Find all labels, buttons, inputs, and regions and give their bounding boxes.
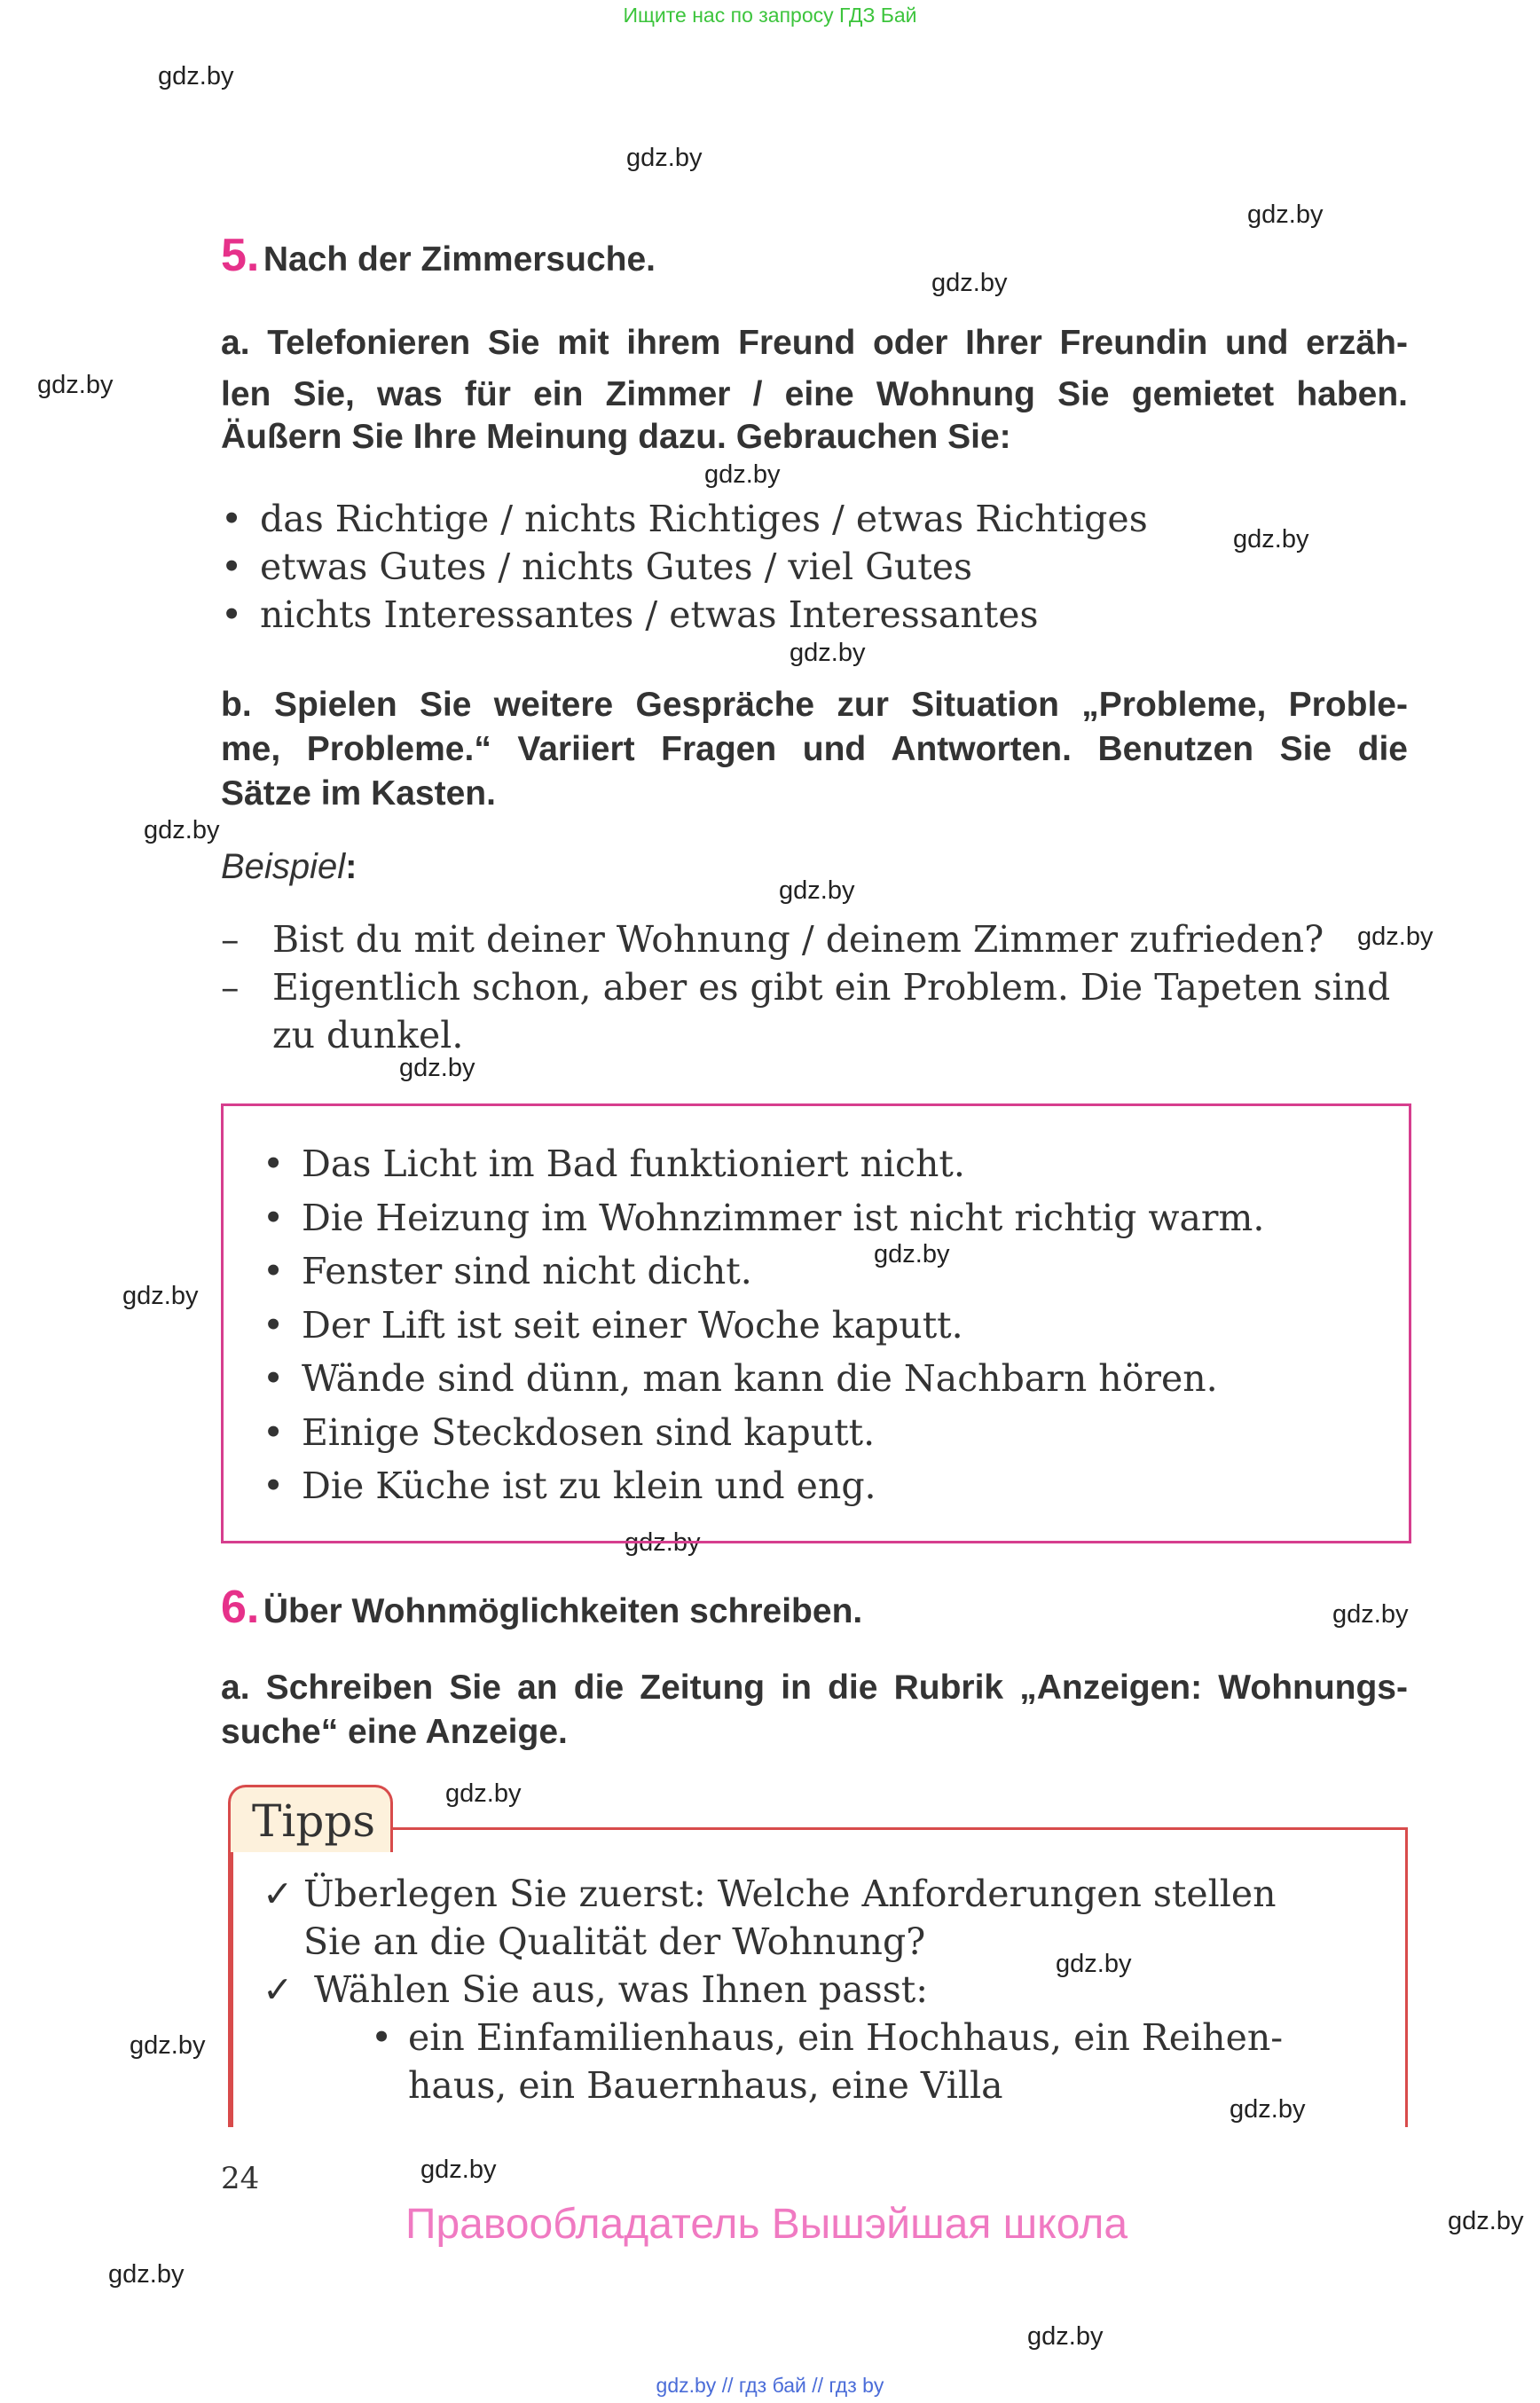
dialog-line [221, 963, 1410, 1059]
phrase-list [221, 495, 1148, 639]
task-5a [221, 321, 1408, 458]
tipp-text: Wählen Sie aus, was Ihnen passt: [314, 1968, 929, 2011]
watermark: gdz.by [1332, 1600, 1409, 1629]
check-icon: ✓ [263, 1968, 294, 2011]
watermark: gdz.by [874, 1240, 950, 1268]
sub-item [263, 2014, 1389, 2109]
list-item: • Das Licht im Bad funktioniert nicht. [263, 1137, 1264, 1191]
task-line: me, Probleme.“ Variiert Fragen und Antworten. Benutzen Sie die [221, 730, 1408, 768]
dash-mark: – [221, 966, 240, 1009]
task-line: len Sie, was für ein Zimmer / eine Wohnung Sie gemietet haben. [221, 375, 1408, 413]
task-5b [221, 683, 1408, 816]
page-number: 24 [221, 2161, 260, 2196]
watermark: gdz.by [1056, 1950, 1132, 1978]
watermark: gdz.by [779, 876, 855, 905]
list-item: • Der Lift ist seit einer Woche kaputt. [263, 1299, 1264, 1353]
list-item: • Die Küche ist zu klein und eng. [263, 1459, 1264, 1513]
watermark: gdz.by [1230, 2095, 1306, 2124]
dialog-text: Bist du mit deiner Wohnung / deinem Zimmer zufrieden? [272, 918, 1324, 961]
watermark: gdz.by [158, 62, 234, 90]
list-item: • Wände sind dünn, man kann die Nachbarn hören. [263, 1352, 1264, 1406]
watermark: gdz.by [37, 371, 114, 399]
bullet-mark: • [371, 2016, 393, 2059]
watermark: gdz.by [1233, 525, 1309, 554]
example-dialog [221, 915, 1410, 1059]
dialog-text: zu dunkel. [272, 1014, 464, 1056]
list-item: • etwas Gutes / nichts Gutes / viel Gutes [221, 543, 1148, 591]
watermark: gdz.by [1247, 200, 1324, 229]
exercise-title: Nach der Zimmersuche. [263, 240, 656, 279]
task-line: Äußern Sie Ihre Meinung dazu. Gebrauchen Sie: [221, 418, 1011, 456]
example-colon: : [345, 847, 358, 886]
exercise-number: 5. [221, 230, 260, 281]
check-icon: ✓ [263, 1873, 294, 1915]
top-banner: Ищите нас по запросу ГДЗ Бай [623, 4, 917, 27]
watermark: gdz.by [144, 816, 220, 844]
tipps-tab: Tipps [228, 1785, 393, 1852]
watermark: gdz.by [931, 269, 1008, 297]
watermark: gdz.by [626, 144, 703, 172]
watermark: gdz.by [625, 1528, 701, 1557]
task-line: a. Telefonieren Sie mit ihrem Freund oder Ihrer Freundin und erzäh- [221, 324, 1408, 362]
tipp-text: Überlegen Sie zuerst: Welche Anforderungen stellen [303, 1873, 1277, 1915]
tipp-text: Sie an die Qualität der Wohnung? [303, 1920, 926, 1963]
watermark: gdz.by [130, 2031, 206, 2060]
footer-links: gdz.by // гдз бай // гдз by [656, 2374, 884, 2397]
task-line: a. Schreiben Sie an die Zeitung in die Rubrik „Anzeigen: Wohnungs- [221, 1669, 1408, 1707]
task-line: suche“ eine Anzeige. [221, 1713, 568, 1751]
list-item: • Die Heizung im Wohnzimmer ist nicht richtig warm. [263, 1191, 1264, 1245]
list-item: • Einige Steckdosen sind kaputt. [263, 1406, 1264, 1460]
watermark: gdz.by [790, 639, 866, 667]
list-item: • Fenster sind nicht dicht. [263, 1245, 1264, 1299]
watermark: gdz.by [122, 1282, 199, 1310]
watermark: gdz.by [1027, 2322, 1104, 2351]
sub-item-text: ein Einfamilienhaus, ein Hochhaus, ein Reihen- [408, 2016, 1284, 2059]
tipp-item [263, 1966, 1389, 2014]
tipp-item [263, 1870, 1389, 1966]
exercise-title: Über Wohnmöglichkeiten schreiben. [263, 1592, 863, 1630]
example-label-text: Beispiel [221, 847, 346, 886]
tipps-list [263, 1870, 1389, 2109]
watermark: gdz.by [1357, 923, 1434, 951]
watermark: gdz.by [420, 2156, 497, 2184]
watermark: gdz.by [1448, 2207, 1524, 2235]
task-6a [221, 1666, 1408, 1755]
problem-list [263, 1137, 1264, 1513]
exercise-number: 6. [221, 1582, 260, 1633]
exercise-5-heading [221, 229, 656, 282]
list-item: • das Richtige / nichts Richtiges / etwas Richtiges [221, 495, 1148, 543]
copyright-notice: Правообладатель Вышэйшая школа [405, 2201, 1128, 2248]
dialog-text: Eigentlich schon, aber es gibt ein Problem. Die Tapeten sind [272, 966, 1391, 1009]
dialog-line [221, 915, 1410, 963]
dash-mark: – [221, 918, 240, 961]
watermark: gdz.by [108, 2260, 185, 2289]
watermark: gdz.by [445, 1779, 522, 1808]
task-line: b. Spielen Sie weitere Gespräche zur Situation „Probleme, Proble- [221, 686, 1408, 724]
watermark: gdz.by [399, 1054, 475, 1082]
list-item: • nichts Interessantes / etwas Interessantes [221, 591, 1148, 639]
sub-item-text: haus, ein Bauernhaus, eine Villa [408, 2064, 1003, 2107]
example-label [221, 847, 357, 887]
task-line: Sätze im Kasten. [221, 774, 496, 813]
exercise-6-heading [221, 1581, 862, 1634]
watermark: gdz.by [704, 460, 781, 489]
